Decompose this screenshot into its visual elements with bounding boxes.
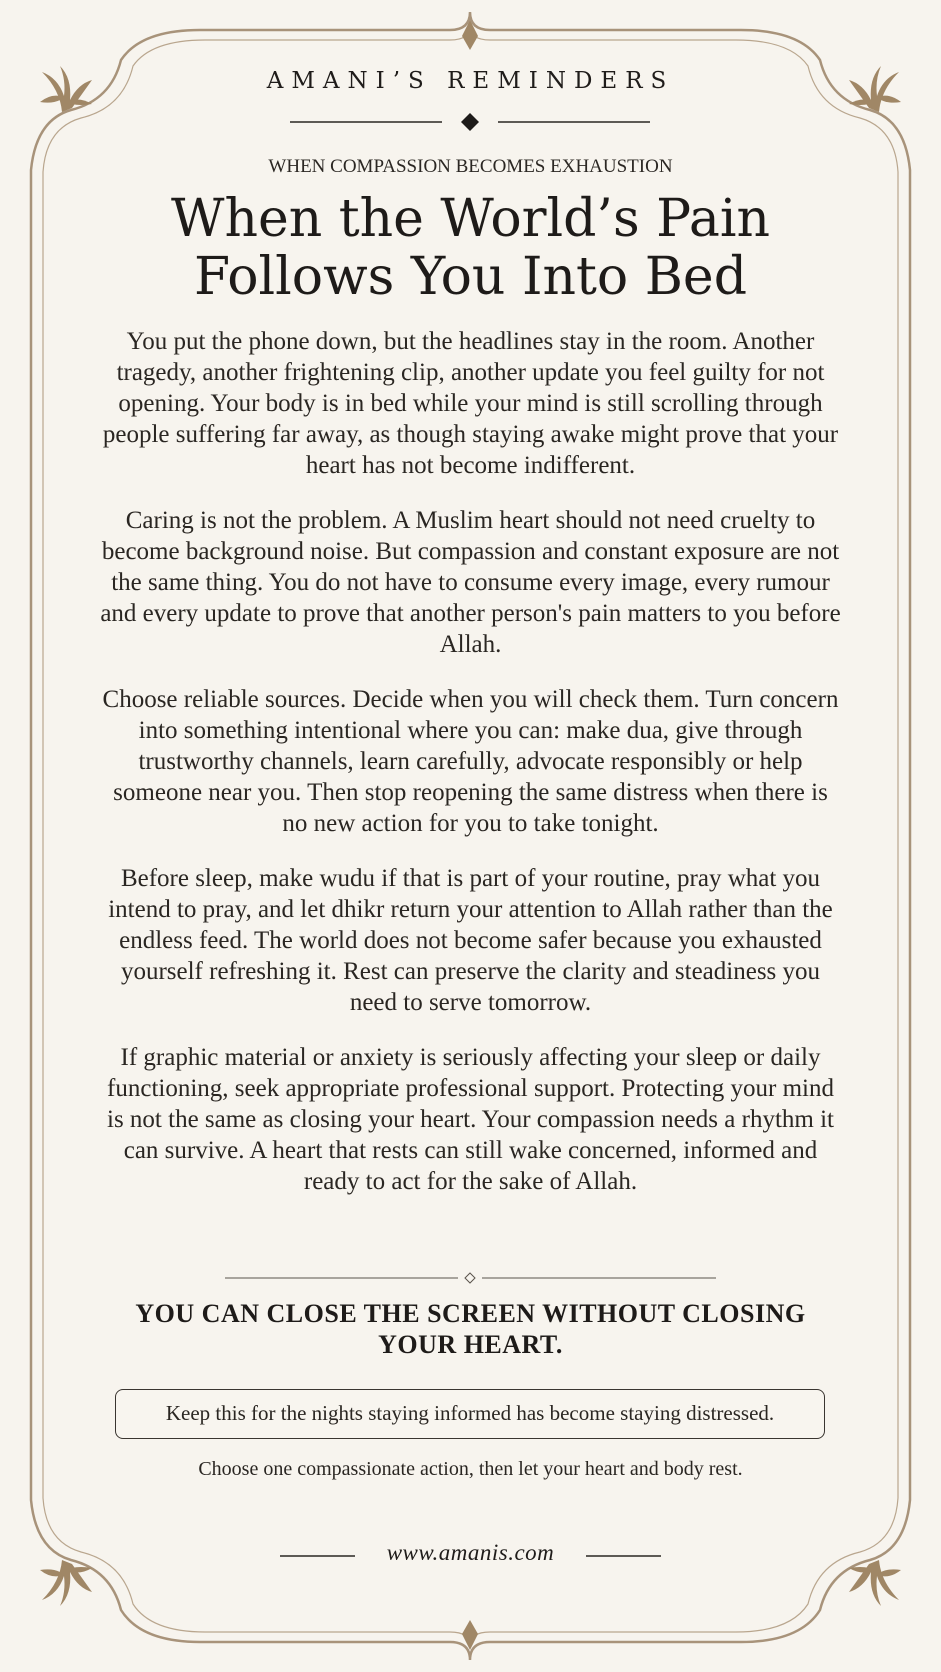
paragraph-5: If graphic material or anxiety is seriously affecting your sleep or daily functioning, seek appropriate professional support. Protecting your mind is not the same as closing your heart. Your compassion needs a rhythm it can survive. A heart that rests can still wake concerned, informed and ready to act for the sake of Allah.	[107, 1044, 834, 1195]
tagline: YOU CAN CLOSE THE SCREEN WITHOUT CLOSING YOUR HEART.	[135, 1299, 806, 1359]
paragraph-4: Before sleep, make wudu if that is part of your routine, pray what you intend to pray, and let dhikr return your attention to Allah rather than the endless feed. The world does not become safer because you exhausted yourself refreshing it. Rest can preserve the clarity and steadiness you need to serve tomorrow.	[108, 865, 833, 1016]
paragraph-2: Caring is not the problem. A Muslim heart should not need cruelty to become background noise. But compassion and constant exposure are not the same thing. You do not have to consume every image, every rumour and every update to prove that another person's pain matters to you before Allah.	[100, 507, 841, 658]
title-line-2: Follows You Into Bed	[193, 247, 747, 307]
paragraph-3: Choose reliable sources. Decide when you will check them. Turn concern into something intentional where you can: make dua, give through trustworthy channels, learn carefully, advocate responsibly or help someone near you. Then stop reopening the same distress when there is no new action for you to take tonight.	[102, 686, 839, 837]
keep-note-box: Keep this for the nights staying informed has become staying distressed.	[115, 1389, 825, 1439]
closing-divider	[0, 1270, 941, 1286]
website-link[interactable]: www.amanis.com	[386, 1540, 555, 1565]
title-line-1: When the World’s Pain	[171, 189, 770, 249]
paragraph-1: You put the phone down, but the headlines stay in the room. Another tragedy, another frightening clip, another update you feel guilty for not opening. Your body is in bed while your mind is still scrolling through people suffering far away, as though staying awake might prove that your heart has not become indifferent.	[102, 328, 839, 479]
action-line: Choose one compassionate action, then let your heart and body rest.	[198, 1458, 743, 1480]
body-text	[100, 326, 841, 1221]
brand-name: AMANI’S REMINDERS	[266, 68, 675, 94]
bottom-right-flourish-icon	[849, 1560, 901, 1606]
brand-divider	[0, 110, 941, 134]
kicker-text: WHEN COMPASSION BECOMES EXHAUSTION	[268, 156, 673, 177]
bottom-left-flourish-icon	[40, 1560, 92, 1606]
page-title	[90, 190, 851, 306]
